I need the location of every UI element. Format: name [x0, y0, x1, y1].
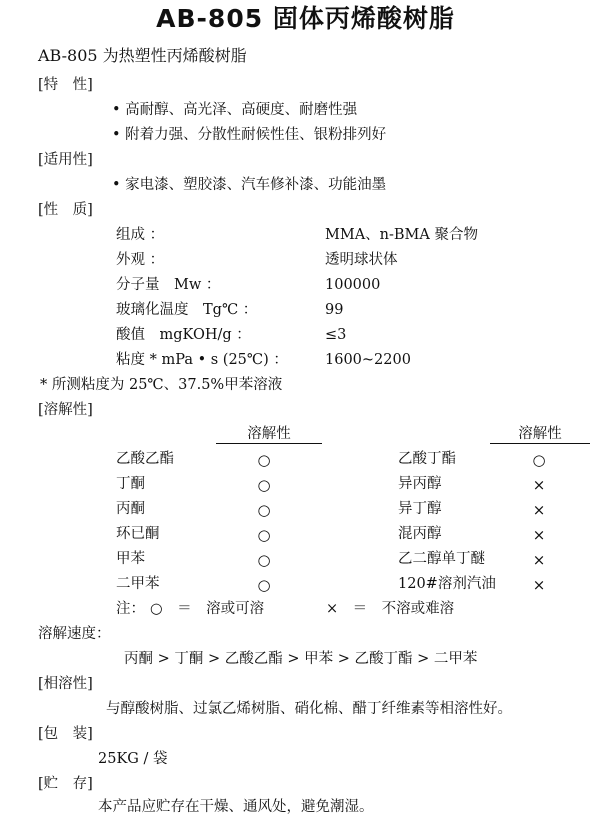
document-title: AB-805 固体丙烯酸树脂 [156, 4, 455, 33]
solubility-mark: ○ [532, 451, 546, 469]
packaging-heading: [包 装] [38, 726, 93, 742]
property-name: 玻璃化温度 Tg℃ ： [116, 302, 258, 318]
solvent-name: 乙二醇单丁醚 [398, 551, 485, 567]
solvent-name: 乙酸丁酯 [398, 451, 456, 467]
solvent-name: 混丙醇 [398, 526, 442, 542]
solubility-mark: × [532, 476, 546, 494]
solubility-mark: ○ [257, 551, 271, 569]
solubility-mark: ○ [257, 451, 271, 469]
solvent-name: 异丙醇 [398, 476, 442, 492]
solubility-mark: × [532, 501, 546, 519]
property-value: 1600~2200 [325, 352, 411, 368]
properties-heading: [性 质] [38, 202, 93, 218]
property-name: 粘度 * mPa • s (25℃) ： [116, 352, 288, 368]
property-value: ≤3 [325, 327, 347, 343]
viscosity-note: * 所测粘度为 25℃、37.5%甲苯溶液 [40, 377, 283, 393]
solubility-mark: × [532, 551, 546, 569]
solubility-column-header: 溶解性 [490, 426, 590, 444]
solvent-name: 丁酮 [116, 476, 145, 492]
solvent-name: 二甲苯 [116, 576, 160, 592]
legend-insoluble: × ＝ 不溶或难溶 [326, 601, 455, 617]
product-description: AB-805 为热塑性丙烯酸树脂 [38, 46, 247, 65]
solubility-mark: × [532, 526, 546, 544]
solubility-mark: × [532, 576, 546, 594]
solubility-column-header: 溶解性 [216, 426, 322, 444]
solvent-name: 丙酮 [116, 501, 145, 517]
property-value: 99 [325, 302, 344, 318]
property-name: 外观 ： [116, 252, 165, 268]
legend-prefix: 注： [116, 601, 145, 617]
property-value: 透明球状体 [325, 252, 398, 268]
application-item: • 家电漆、塑胶漆、汽车修补漆、功能油墨 [112, 177, 387, 193]
dissolution-speed-heading: 溶解速度： [38, 626, 111, 642]
solubility-mark: ○ [257, 526, 271, 544]
storage-heading: [贮 存] [38, 776, 93, 792]
legend-soluble: ○ ＝ 溶或可溶 [150, 601, 265, 617]
property-value: MMA、n-BMA 聚合物 [325, 227, 478, 243]
solvent-name: 环已酮 [116, 526, 160, 542]
solubility-mark: ○ [257, 501, 271, 519]
solubility-heading: [溶解性] [38, 402, 93, 418]
compatibility-heading: [相溶性] [38, 676, 93, 692]
compatibility-text: 与醇酸树脂、过氯乙烯树脂、硝化棉、醋丁纤维素等相溶性好。 [106, 701, 512, 717]
applications-heading: [适用性] [38, 152, 93, 168]
feature-item: • 附着力强、分散性耐候性佳、银粉排列好 [112, 127, 387, 143]
storage-text: 本产品应贮存在干燥、通风处，避免潮湿。 [98, 799, 374, 815]
property-name: 酸值 mgKOH/g ： [116, 327, 251, 343]
packaging-text: 25KG / 袋 [98, 751, 168, 767]
dissolution-speed-order: 丙酮 > 丁酮 > 乙酸乙酯 > 甲苯 > 乙酸丁酯 > 二甲苯 [124, 651, 478, 667]
solvent-name: 120#溶剂汽油 [398, 576, 496, 592]
feature-item: • 高耐醇、高光泽、高硬度、耐磨性强 [112, 102, 358, 118]
solvent-name: 异丁醇 [398, 501, 442, 517]
solvent-name: 乙酸乙酯 [116, 451, 174, 467]
property-value: 100000 [325, 277, 381, 293]
solvent-name: 甲苯 [116, 551, 145, 567]
property-name: 分子量 Mw ： [116, 277, 221, 293]
solubility-mark: ○ [257, 476, 271, 494]
property-name: 组成 ： [116, 227, 165, 243]
features-heading: [特 性] [38, 77, 93, 93]
solubility-mark: ○ [257, 576, 271, 594]
